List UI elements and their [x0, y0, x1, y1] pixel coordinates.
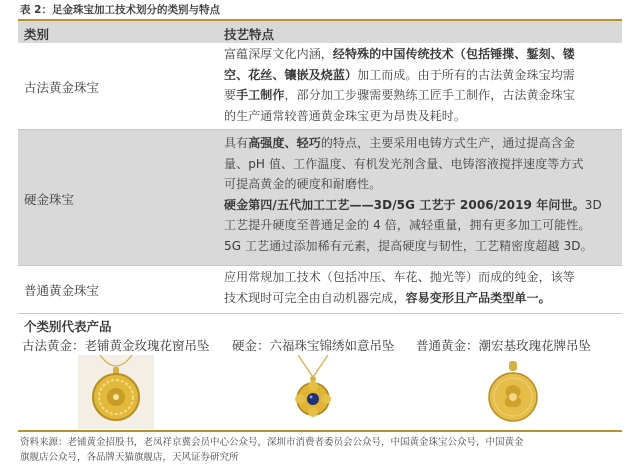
- features-cell: [224, 267, 614, 308]
- product-label-putong: 普通黄金：潮宏基玫瑰花牌吊坠: [416, 338, 592, 353]
- features-cell: [224, 44, 614, 126]
- rose-plate-pendant-image: [478, 355, 548, 429]
- row-divider: [18, 313, 622, 314]
- product-label-gufa: 古法黄金：老铺黄金玫瑰花窗吊坠: [22, 338, 210, 353]
- feature-line: [224, 154, 614, 175]
- text-run: 3D: [584, 197, 602, 212]
- feature-line: [224, 267, 614, 288]
- ruyi-pendant-image: [282, 355, 344, 429]
- text-run: 5G 工艺通过添加稀有元素，提高硬度与韧性，工艺精密度超越 3D。: [224, 238, 593, 253]
- bottom-rule: [18, 430, 622, 432]
- table-header: [18, 21, 622, 43]
- products-heading-text: 个类别代表产品: [24, 319, 112, 334]
- text-run: 工艺提升硬度至普通足金的 4 倍，减轻重量，拥有更多加工可能性。: [224, 218, 591, 233]
- text-run: ，部分加工步骤需要熟练工匠手工制作，古法黄金珠宝: [284, 88, 575, 103]
- text-run: 具有: [224, 136, 249, 150]
- products-heading: [18, 315, 622, 335]
- text-run: 的生产通常较普通黄金珠宝更为昂贵及耗时。: [224, 108, 467, 123]
- header-features: 技艺特点: [224, 27, 275, 42]
- source-line-2: 旗舰店公众号，各品牌天猫旗舰店，天风证券研究所: [20, 452, 239, 463]
- category-cell: 硬金珠宝: [24, 192, 75, 207]
- text-run: 应用常规加工技术（包括冲压、车花、抛光等）而成的纯金，该等: [224, 270, 575, 284]
- text-run: 可提高黄金的硬度和耐磨性。: [224, 177, 382, 192]
- rose-window-pendant-image: [78, 355, 154, 429]
- table-row-yingjin: [18, 130, 622, 265]
- text-run: 要: [224, 88, 237, 103]
- category-cell: 古法黄金珠宝: [24, 80, 100, 95]
- feature-line: [224, 106, 614, 127]
- bold-text: 高强度、轻巧: [248, 136, 321, 150]
- bold-text: 空、花丝、镶嵌及烧蓝）: [224, 67, 358, 82]
- table-caption: 表 2：足金珠宝加工技术划分的类别与特点: [20, 4, 220, 16]
- table-row-gufa: [18, 43, 622, 129]
- feature-line: [224, 215, 614, 236]
- header-category: 类别: [24, 27, 50, 42]
- text-run: 富蕴深厚文化内涵，: [224, 47, 333, 61]
- text-run: 的特点，主要采用电铸方式生产，通过提高含金: [320, 136, 575, 150]
- bold-text: 手工制作: [236, 88, 285, 103]
- source-line-1: 资料来源：老铺黄金招股书，老凤祥京冀会员中心公众号，深圳市消费者委员会公众号，中国黄金珠宝公众号，中国黄金: [20, 437, 524, 448]
- bold-text: 经特殊的中国传统技术（包括锤揲、錾刻、镂: [332, 47, 575, 61]
- bold-text: 容易变形且产品类型单一。: [405, 290, 551, 305]
- table-row-putong: [18, 266, 622, 312]
- text-run: 技术现时可完全由自动机器完成，: [224, 290, 406, 305]
- feature-line: [224, 236, 614, 257]
- features-cell: [224, 133, 614, 257]
- text-run: 量、pH 值、工作温度、有机发光剂含量、电铸溶液搅拌速度等方式: [224, 156, 584, 171]
- category-cell: 普通黄金珠宝: [24, 283, 100, 298]
- text-run: 加工而成。由于所有的古法黄金珠宝均需: [357, 67, 575, 82]
- product-label-yingjin: 硬金：六福珠宝锦绣如意吊坠: [232, 338, 395, 353]
- source-note: [20, 435, 620, 465]
- feature-line: [224, 174, 614, 195]
- feature-line: [224, 133, 614, 154]
- feature-line: [224, 85, 614, 106]
- bold-text: 硬金第四/五代加工工艺——3D/5G 工艺于 2006/2019 年问世。: [224, 197, 585, 212]
- feature-line: [224, 288, 614, 309]
- feature-line: [224, 44, 614, 65]
- feature-line: [224, 195, 614, 216]
- feature-line: [224, 65, 614, 86]
